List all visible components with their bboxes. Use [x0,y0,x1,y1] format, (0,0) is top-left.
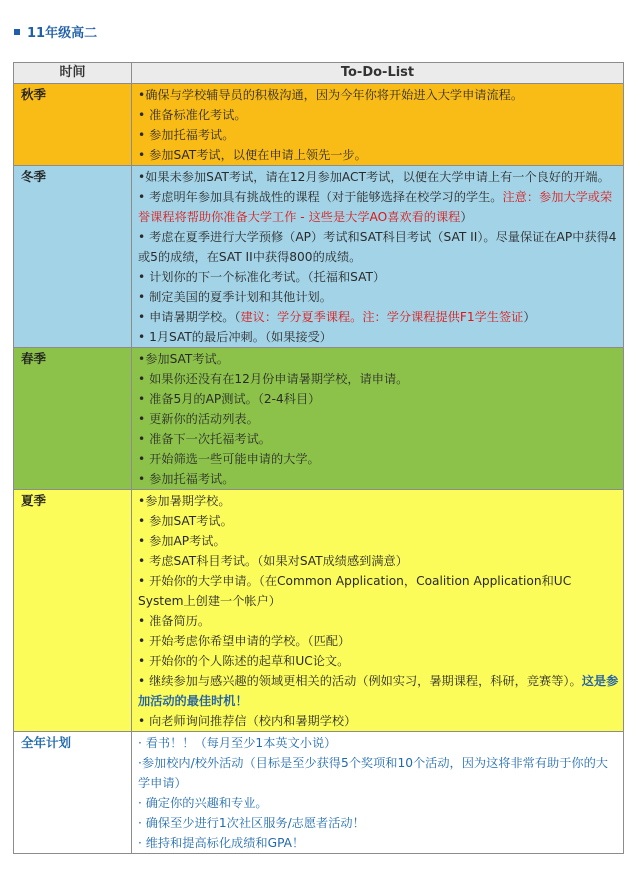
todo-item-text: • 继续参加与感兴趣的领域更相关的活动（例如实习，暑期课程，科研，竞赛等）。 [138,674,582,688]
todo-item-text: • 计划你的下一个标准化考试。（托福和SAT） [138,270,386,284]
todo-item-text: • 考虑在夏季进行大学预修（AP）考试和SAT科目考试（SAT II）。尽量保证在AP中获得4或5的成绩，在SAT II中获得800的成绩。 [138,230,617,264]
table-row [14,348,624,490]
todo-item-text: • 开始你的个人陈述的起草和UC论文。 [138,654,350,668]
todo-item [138,631,620,651]
season-cell: 夏季 [14,490,132,732]
todo-item [138,551,620,571]
todo-item-text: • 准备简历。 [138,614,211,628]
todo-item [138,733,620,753]
todo-item-text: • 1月SAT的最后冲刺。（如果接受） [138,330,332,344]
todo-table [13,62,624,854]
todo-cell [132,166,624,348]
todo-item [138,85,620,105]
todo-item [138,571,620,611]
todo-item [138,349,620,369]
table-row [14,732,624,854]
todo-item [138,651,620,671]
todo-item-suffix: ） [523,310,536,324]
todo-item-text: •确保与学校辅导员的积极沟通，因为今年你将开始进入大学申请流程。 [138,88,524,102]
todo-item [138,611,620,631]
todo-item-text: • 向老师询问推荐信（校内和暑期学校） [138,714,357,728]
todo-item-text: • 考虑明年参加具有挑战性的课程（对于能够选择在校学习的学生。 [138,190,503,204]
todo-item [138,227,620,267]
todo-item [138,753,620,793]
todo-item-text: · 维持和提高标化成绩和GPA！ [138,836,305,850]
table-row [14,84,624,166]
todo-item-note: 注意：参加大学或荣誉课程将帮助你准备大学工作 - 这些是大学AO喜欢看的课程 [138,190,613,224]
column-header-todo: To-Do-List [132,63,624,84]
table-row [14,166,624,348]
column-header-time: 时间 [14,63,132,84]
todo-item [138,711,620,731]
page-title-text: 11年级高二 [27,26,98,41]
todo-item [138,833,620,853]
todo-item-text: • 开始你的大学申请。（在Common Application，Coalition Application和UC System上创建一个帐户） [138,574,572,608]
season-cell: 春季 [14,348,132,490]
table-header-row [14,63,624,84]
todo-item-text: • 参加SAT考试，以便在申请上领先一步。 [138,148,367,162]
todo-item-text: •参加SAT考试。 [138,352,229,366]
todo-item [138,813,620,833]
todo-item [138,511,620,531]
todo-item-text: • 开始筛选一些可能申请的大学。 [138,452,320,466]
todo-item-text: • 准备5月的AP测试。（2-4科目） [138,392,321,406]
todo-item-text: • 准备标准化考试。 [138,108,247,122]
todo-item [138,369,620,389]
todo-item [138,327,620,347]
todo-item-text: · 看书！！（每月至少1本英文小说） [138,736,337,750]
todo-item [138,469,620,489]
todo-item-text: • 如果你还没有在12月份申请暑期学校，请申请。 [138,372,409,386]
todo-item [138,793,620,813]
todo-cell [132,732,624,854]
todo-item [138,449,620,469]
todo-item [138,187,620,227]
todo-item-text: · 确定你的兴趣和专业。 [138,796,268,810]
todo-item-text: • 制定美国的夏季计划和其他计划。 [138,290,332,304]
todo-item-text: • 参加托福考试。 [138,472,235,486]
todo-item [138,307,620,327]
todo-cell [132,84,624,166]
todo-item-text: •参加暑期学校。 [138,494,231,508]
todo-item [138,267,620,287]
todo-cell [132,348,624,490]
season-cell: 秋季 [14,84,132,166]
todo-item [138,105,620,125]
todo-item-text: • 参加托福考试。 [138,128,235,142]
todo-item-text: • 参加AP考试。 [138,534,226,548]
todo-item [138,671,620,711]
todo-cell [132,490,624,732]
todo-item [138,491,620,511]
todo-item-text: • 申请暑期学校。（ [138,310,241,324]
todo-item-text: · 确保至少进行1次社区服务/志愿者活动！ [138,816,365,830]
todo-item-note: 建议：学分夏季课程。注：学分课程提供F1学生签证 [240,310,524,324]
todo-item-highlight: 这是参加活动的最佳时机！ [138,674,619,708]
todo-item [138,145,620,165]
todo-item [138,167,620,187]
todo-item-text: • 考虑SAT科目考试。（如果对SAT成绩感到满意） [138,554,408,568]
todo-item [138,531,620,551]
todo-item-text: •如果未参加SAT考试，请在12月参加ACT考试，以便在大学申请上有一个良好的开端。 [138,170,610,184]
todo-item [138,409,620,429]
todo-item-text: • 更新你的活动列表。 [138,412,259,426]
todo-item-text: • 参加SAT考试。 [138,514,233,528]
season-cell: 全年计划 [14,732,132,854]
todo-item [138,287,620,307]
todo-item-text: ·参加校内/校外活动（目标是至少获得5个奖项和10个活动，因为这将非常有助于你的大学申请） [138,756,608,790]
season-cell: 冬季 [14,166,132,348]
bullet-square-icon [14,29,20,35]
table-row [14,490,624,732]
todo-item [138,389,620,409]
todo-item [138,125,620,145]
todo-item-suffix: ） [460,210,473,224]
todo-item-text: • 开始考虑你希望申请的学校。（匹配） [138,634,351,648]
todo-item [138,429,620,449]
page-title [14,22,97,41]
todo-item-text: • 准备下一次托福考试。 [138,432,271,446]
